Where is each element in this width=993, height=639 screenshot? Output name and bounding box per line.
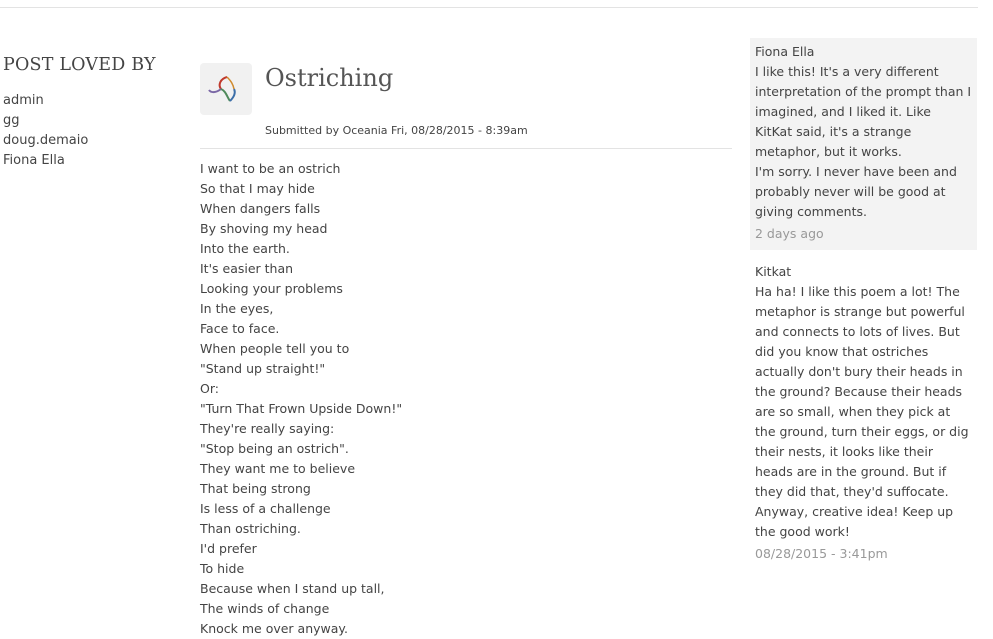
top-divider bbox=[0, 7, 978, 8]
poem-line: Than ostriching. bbox=[200, 521, 301, 536]
poem-line: The winds of change bbox=[200, 601, 330, 616]
poem-line: Is less of a challenge bbox=[200, 501, 331, 516]
comment-body: I like this! It's a very different interpretation of the prompt than I imagined, and I liked it. Like KitKat said, it's a strange metaphor, but it works. I'm sorry. I never have been and probably never will be good at giving comments. bbox=[755, 64, 972, 219]
poem-line: So that I may hide bbox=[200, 181, 315, 196]
poem-line: When people tell you to bbox=[200, 341, 350, 356]
poem-line: "Turn That Frown Upside Down!" bbox=[200, 401, 403, 416]
poem-line: "Stop being an ostrich". bbox=[200, 441, 349, 456]
loved-by-user[interactable]: gg bbox=[3, 113, 20, 128]
post-title: Ostriching bbox=[265, 64, 394, 92]
post-article bbox=[200, 60, 732, 639]
poem-line: To hide bbox=[200, 561, 245, 576]
pinwheel-logo-icon bbox=[200, 63, 252, 115]
poem-line: I'd prefer bbox=[200, 541, 257, 556]
poem-line: By shoving my head bbox=[200, 221, 328, 236]
loved-by-user[interactable]: doug.demaio bbox=[3, 133, 89, 148]
poem-line: "Stand up straight!" bbox=[200, 361, 326, 376]
comments-panel bbox=[750, 38, 977, 570]
poem-line: I want to be an ostrich bbox=[200, 161, 341, 176]
comment-item bbox=[750, 258, 977, 570]
loved-by-list bbox=[3, 91, 183, 171]
post-submitted-info: Submitted by Oceania Fri, 08/28/2015 - 8:39am bbox=[265, 124, 528, 137]
comment-author[interactable]: Fiona Ella bbox=[755, 44, 815, 59]
comment-item bbox=[750, 38, 977, 250]
poem-line: Because when I stand up tall, bbox=[200, 581, 385, 596]
poem-line: Knock me over anyway. bbox=[200, 621, 348, 636]
poem-line: Or: bbox=[200, 381, 219, 396]
post-header bbox=[200, 60, 732, 149]
post-body bbox=[200, 159, 732, 639]
author-avatar[interactable] bbox=[200, 63, 252, 115]
loved-by-user[interactable]: Fiona Ella bbox=[3, 153, 65, 168]
poem-line: Looking your problems bbox=[200, 281, 343, 296]
comment-author[interactable]: Kitkat bbox=[755, 264, 792, 279]
comment-timestamp: 08/28/2015 - 3:41pm bbox=[755, 546, 888, 561]
poem-line: Into the earth. bbox=[200, 241, 290, 256]
poem-line: It's easier than bbox=[200, 261, 294, 276]
loved-by-heading: POST LOVED BY bbox=[3, 55, 156, 75]
poem-line: Face to face. bbox=[200, 321, 280, 336]
poem-line: That being strong bbox=[200, 481, 311, 496]
comment-timestamp: 2 days ago bbox=[755, 226, 824, 241]
post-loved-by-panel bbox=[3, 55, 183, 171]
poem-line: They're really saying: bbox=[200, 421, 335, 436]
comment-body: Ha ha! I like this poem a lot! The metaphor is strange but powerful and connects to lots of lives. But did you know that ostriches actually don't bury their heads in the ground? Because their heads are so small, when they pick at the ground, turn their eggs, or dig their nests, it looks like their heads are in the ground. But if they did that, they'd suffocate. Anyway, creative idea! Keep up the good work! bbox=[755, 284, 969, 539]
poem-line: When dangers falls bbox=[200, 201, 321, 216]
poem-line: They want me to believe bbox=[200, 461, 356, 476]
poem-line: In the eyes, bbox=[200, 301, 274, 316]
loved-by-user[interactable]: admin bbox=[3, 93, 44, 108]
